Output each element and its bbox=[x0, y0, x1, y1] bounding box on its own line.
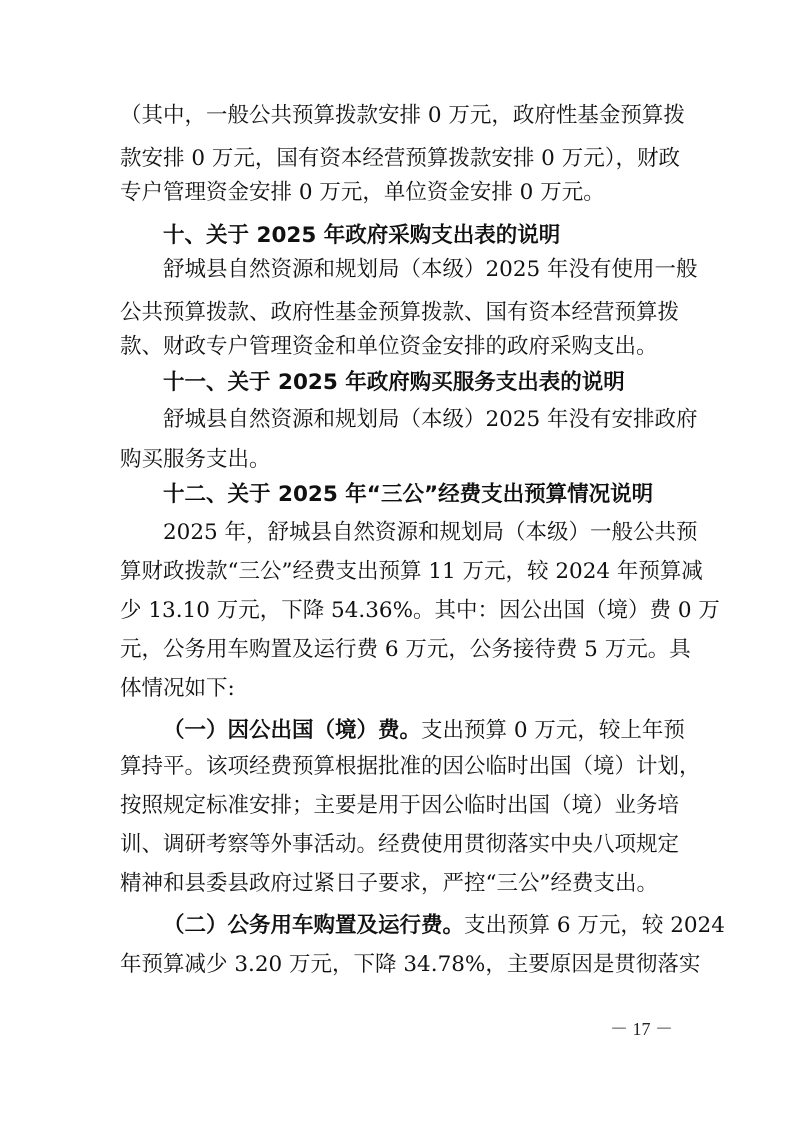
subsection-1-text: 支出预算 0 万元，较上年预 bbox=[421, 718, 685, 743]
body-line: 公共预算拨款、政府性基金预算拨款、国有资本经营预算拨 bbox=[120, 300, 680, 325]
body-line: 精神和县委县政府过紧日子要求，严控“三公”经费支出。 bbox=[120, 871, 658, 896]
section-heading-12: 十二、关于 2025 年“三公”经费支出预算情况说明 bbox=[163, 482, 654, 507]
body-line: 2025 年，舒城县自然资源和规划局（本级）一般公共预 bbox=[163, 520, 698, 545]
section-heading-10: 十、关于 2025 年政府采购支出表的说明 bbox=[163, 223, 561, 248]
body-line: 舒城县自然资源和规划局（本级）2025 年没有安排政府 bbox=[163, 407, 698, 432]
body-line: 训、调研考察等外事活动。经费使用贯彻落实中央八项规定 bbox=[120, 832, 680, 857]
body-line: 算持平。该项经费预算根据批准的因公临时出国（境）计划， bbox=[120, 754, 701, 779]
page-number: － 17 － bbox=[610, 1019, 673, 1039]
body-line: 按照规定标准安排；主要是用于因公临时出国（境）业务培 bbox=[120, 793, 680, 818]
body-line: 舒城县自然资源和规划局（本级）2025 年没有使用一般 bbox=[163, 257, 698, 282]
body-line: 购买服务支出。 bbox=[120, 447, 271, 472]
body-line: 专户管理资金安排 0 万元，单位资金安排 0 万元。 bbox=[120, 180, 605, 205]
section-heading-11: 十一、关于 2025 年政府购买服务支出表的说明 bbox=[163, 370, 625, 395]
subsection-2-text: 支出预算 6 万元，较 2024 bbox=[464, 913, 725, 938]
subsection-1-title: （一）因公出国（境）费。 bbox=[163, 718, 422, 743]
subsection-2-first-line bbox=[163, 911, 725, 941]
body-line: 款安排 0 万元，国有资本经营预算拨款安排 0 万元），财政 bbox=[120, 146, 680, 171]
subsection-2-title: （二）公务用车购置及运行费。 bbox=[163, 913, 465, 938]
subsection-1-first-line bbox=[163, 716, 685, 746]
body-line: 体情况如下: bbox=[120, 676, 235, 701]
body-line: （其中，一般公共预算拨款安排 0 万元，政府性基金预算拨 bbox=[120, 103, 685, 128]
body-line: 少 13.10 万元，下降 54.36%。其中：因公出国（境）费 0 万 bbox=[120, 598, 720, 623]
body-line: 款、财政专户管理资金和单位资金安排的政府采购支出。 bbox=[120, 334, 658, 359]
body-line: 算财政拨款“三公”经费支出预算 11 万元，较 2024 年预算减 bbox=[120, 559, 703, 584]
body-line: 年预算减少 3.20 万元，下降 34.78%，主要原因是贯彻落实 bbox=[120, 952, 701, 977]
body-line: 元，公务用车购置及运行费 6 万元，公务接待费 5 万元。具 bbox=[120, 637, 691, 662]
